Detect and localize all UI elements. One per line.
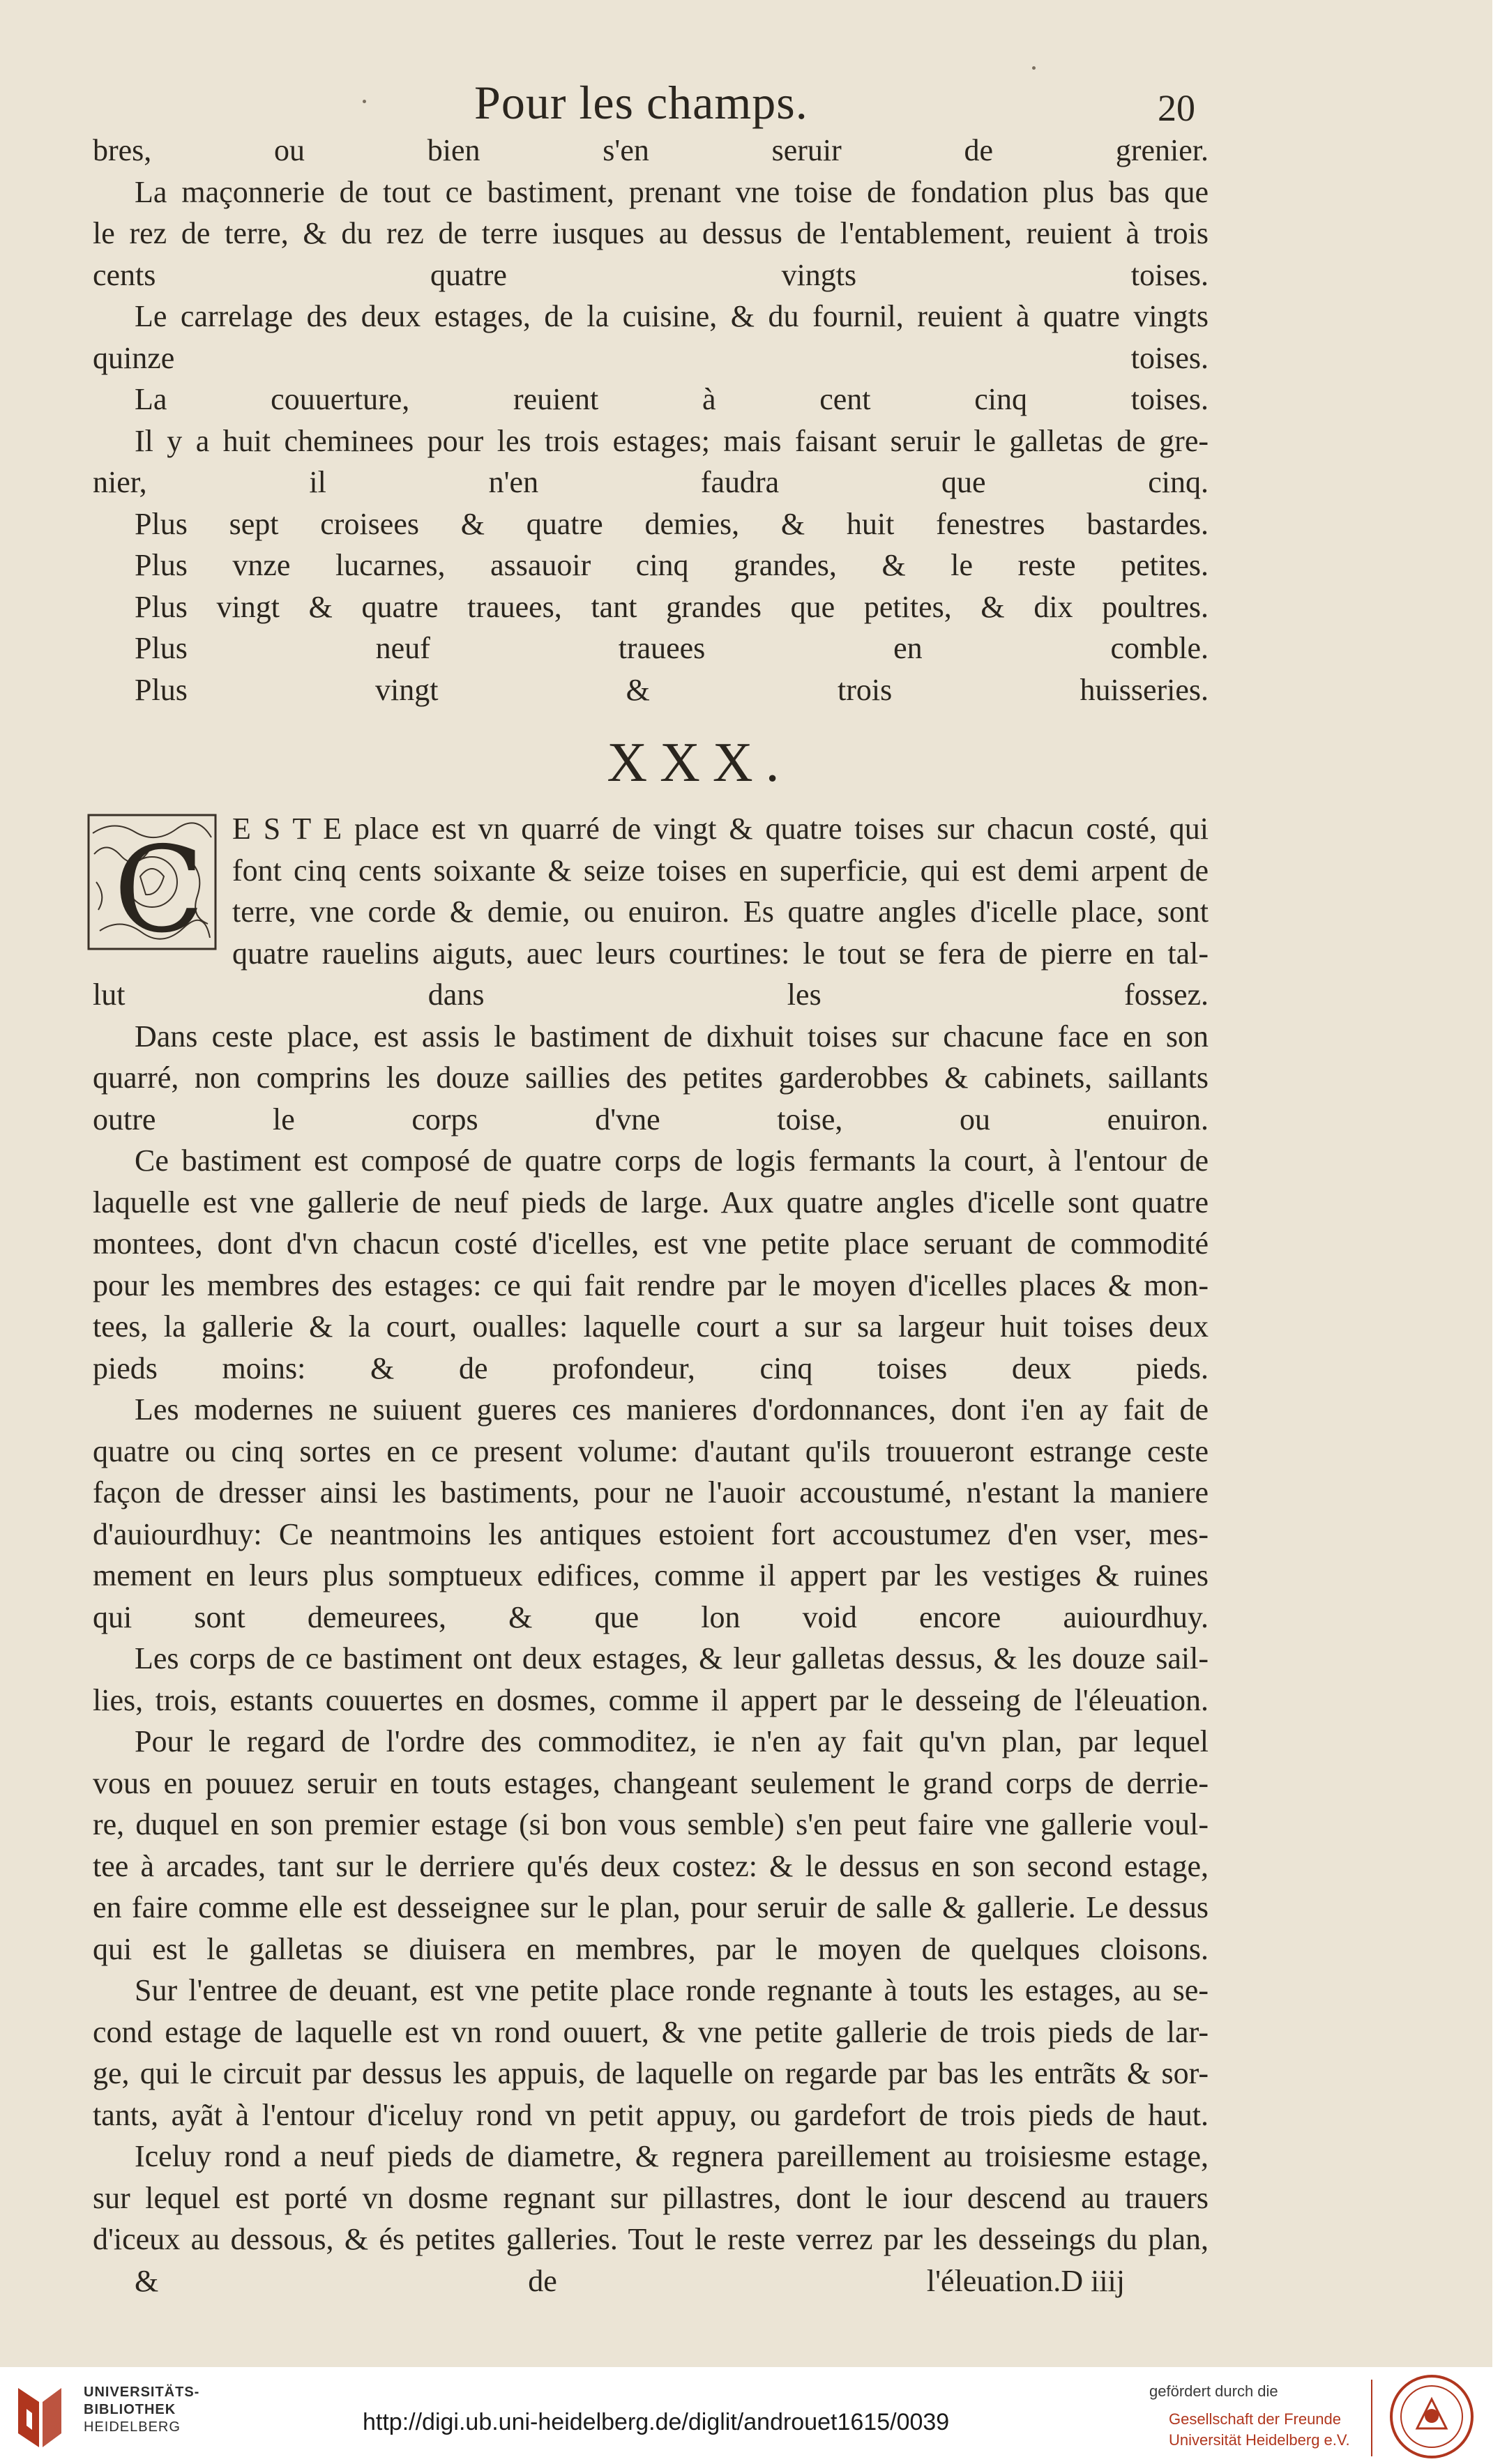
text-line: cond estage de laquelle est vn rond ouuert, & vne petite gallerie de trois pieds de lar- bbox=[93, 2014, 1209, 2049]
text-line: ge, qui le circuit par dessus les appuis, de laquelle on regarde par bas les entrãts & sor- bbox=[93, 2056, 1209, 2090]
text-line: Plus neuf trauees en comble. bbox=[135, 631, 1209, 665]
text-line: cents quatre vingts toises. bbox=[93, 257, 1209, 292]
initial-lines bbox=[232, 808, 1209, 974]
sponsor-line-2: Universität Heidelberg e.V. bbox=[1169, 2431, 1350, 2449]
text-line: montees, dont d'vn chacun costé d'icelles, est vne petite place seruant de commodité bbox=[93, 1226, 1209, 1261]
text-line: Le carrelage des deux estages, de la cuisine, & du fournil, reuient à quatre vingts bbox=[135, 299, 1209, 333]
university-library-logo bbox=[11, 2381, 67, 2451]
text-line: Plus vingt & quatre trauees, tant grandes que petites, & dix poultres. bbox=[135, 589, 1209, 624]
text-line: Il y a huit cheminees pour les trois estages; mais faisant seruir le galletas de gre- bbox=[135, 423, 1209, 458]
sponsor-name bbox=[1169, 2409, 1350, 2451]
last-line-text: & de l'éleuation. bbox=[135, 2263, 1061, 2298]
university-seal-icon bbox=[1388, 2373, 1476, 2461]
library-name-line-3: HEIDELBERG bbox=[84, 2419, 181, 2435]
text-line: tees, la gallerie & la court, oualles: laquelle court a sur sa largeur huit toises deux bbox=[93, 1309, 1209, 1344]
permalink-url[interactable]: http://digi.ub.uni-heidelberg.de/diglit/androuet1615/0039 bbox=[363, 2409, 950, 2435]
text-line: bres, ou bien s'en seruir de grenier. bbox=[93, 133, 1209, 167]
text-line: qui sont demeurees, & que lon void encore auiourdhuy. bbox=[93, 1599, 1209, 1634]
text-line: Les modernes ne suiuent gueres ces manieres d'ordonnances, dont i'en ay fait de bbox=[135, 1392, 1209, 1427]
text-line: Plus vingt & trois huisseries. bbox=[135, 672, 1209, 707]
folio-number: 20 bbox=[1158, 87, 1195, 129]
page-speck bbox=[1032, 66, 1036, 70]
text-line: quarré, non comprins les douze saillies des petites garderobbes & cabinets, saillants bbox=[93, 1060, 1209, 1095]
body-paragraphs bbox=[93, 974, 1209, 2260]
page-speck bbox=[363, 100, 366, 103]
text-line: lut dans les fossez. bbox=[93, 978, 1209, 1012]
main-text bbox=[93, 130, 1209, 2302]
text-line: E S T E place est vn quarré de vingt & quatre toises sur chacun costé, qui bbox=[232, 812, 1209, 846]
sponsor-divider bbox=[1371, 2380, 1372, 2456]
text-line: Iceluy rond a neuf pieds de diametre, & regnera pareillement au troisiesme estage, bbox=[135, 2139, 1209, 2173]
footer-bar bbox=[0, 2367, 1507, 2464]
text-line: pieds moins: & de profondeur, cinq toises deux pieds. bbox=[93, 1351, 1209, 1385]
decorated-initial-letter bbox=[86, 812, 218, 952]
text-line: qui est le galletas se diuisera en membres, par le moyen de quelques cloisons. bbox=[93, 1931, 1209, 1966]
text-line: terre, vne corde & demie, ou enuiron. Es quatre angles d'icelle place, sont bbox=[232, 895, 1209, 929]
text-line: laquelle est vne gallerie de neuf pieds de large. Aux quatre angles d'icelle sont quatre bbox=[93, 1185, 1209, 1219]
text-line: Plus sept croisees & quatre demies, & huit fenestres bastardes. bbox=[135, 506, 1209, 541]
text-line: d'iceux au dessous, & és petites galleries. Tout le reste verrez par les desseings du plan, bbox=[93, 2222, 1209, 2256]
text-line: vous en pouuez seruir en touts estages, changeant seulement le grand corps de derrie- bbox=[93, 1765, 1209, 1800]
text-line: sur lequel est porté vn dosme regnant sur pillastres, dont le iour descend au trauers bbox=[93, 2180, 1209, 2215]
text-line: tee à arcades, tant sur le derriere qu'és deux costez: & le dessus en son second estage, bbox=[93, 1848, 1209, 1883]
text-line: nier, il n'en faudra que cinq. bbox=[93, 465, 1209, 499]
text-line: d'auiourdhuy: Ce neantmoins les antiques estoient fort accoustumez d'en vser, mes- bbox=[93, 1516, 1209, 1551]
text-line: mement en leurs plus somptueux edifices, comme il appert par les vestiges & ruines bbox=[93, 1558, 1209, 1592]
text-line: Plus vnze lucarnes, assauoir cinq grandes, & le reste petites. bbox=[135, 548, 1209, 582]
initial-paragraph bbox=[93, 808, 1209, 974]
running-title: Pour les champs. bbox=[474, 76, 808, 129]
text-line: façon de dresser ainsi les bastiments, pour ne l'auoir accoustumé, n'estant la maniere bbox=[93, 1475, 1209, 1509]
signature-mark: D iiij bbox=[1061, 2263, 1125, 2298]
text-line: lies, trois, estants couuertes en dosmes, comme il appert par le desseing de l'éleuation. bbox=[93, 1682, 1209, 1717]
section-heading: XXX. bbox=[607, 732, 792, 793]
sponsor-label: gefördert durch die bbox=[1149, 2382, 1278, 2400]
text-line: Sur l'entree de deuant, est vne petite place ronde regnante à touts les estages, au se- bbox=[135, 1973, 1209, 2007]
text-line: Pour le regard de l'ordre des commoditez, ie n'en ay fait qu'vn plan, par lequel bbox=[135, 1724, 1209, 1758]
text-line: Dans ceste place, est assis le bastiment de dixhuit toises sur chacune face en son bbox=[135, 1019, 1209, 1054]
text-line: Les corps de ce bastiment ont deux estages, & leur galletas dessus, & les douze sail- bbox=[135, 1641, 1209, 1675]
text-line: La maçonnerie de tout ce bastiment, prenant vne toise de fondation plus bas que bbox=[135, 174, 1209, 209]
library-name bbox=[84, 2384, 199, 2436]
text-line: font cinq cents soixante & seize toises en superficie, qui est demi arpent de bbox=[232, 853, 1209, 888]
top-paragraphs bbox=[93, 130, 1209, 710]
text-line: outre le corps d'vne toise, ou enuiron. bbox=[93, 1102, 1209, 1136]
text-line: tants, ayãt à l'entour d'iceluy rond vn petit appuy, ou gardefort de trois pieds de haut. bbox=[93, 2097, 1209, 2132]
text-line: en faire comme elle est desseignee sur le plan, pour seruir de salle & gallerie. Le dessus bbox=[93, 1890, 1209, 1924]
library-name-line-2: BIBLIOTHEK bbox=[84, 2402, 176, 2417]
text-line: quatre rauelins aiguts, auec leurs courtines: le tout se fera de pierre en tal- bbox=[232, 936, 1209, 971]
library-name-line-1: UNIVERSITÄTS- bbox=[84, 2385, 200, 2400]
sponsor-line-1: Gesellschaft der Freunde bbox=[1169, 2410, 1342, 2428]
last-line bbox=[93, 2260, 1209, 2302]
text-line: Ce bastiment est composé de quatre corps de logis fermants la court, à l'entour de bbox=[135, 1143, 1209, 1178]
text-line: pour les membres des estages: ce qui fait rendre par le moyen d'icelles places & mon- bbox=[93, 1268, 1209, 1302]
text-line: re, duquel en son premier estage (si bon vous semble) s'en peut faire vne gallerie voul- bbox=[93, 1807, 1209, 1841]
text-line: La couuerture, reuient à cent cinq toises. bbox=[135, 382, 1209, 416]
text-line: le rez de terre, & du rez de terre iusques au dessus de l'entablement, reuient à trois bbox=[93, 216, 1209, 250]
text-line: quatre ou cinq sortes en ce present volume: d'autant qu'ils trouueront estrange ceste bbox=[93, 1433, 1209, 1468]
text-line: quinze toises. bbox=[93, 340, 1209, 375]
initial-glyph: C bbox=[114, 821, 205, 952]
